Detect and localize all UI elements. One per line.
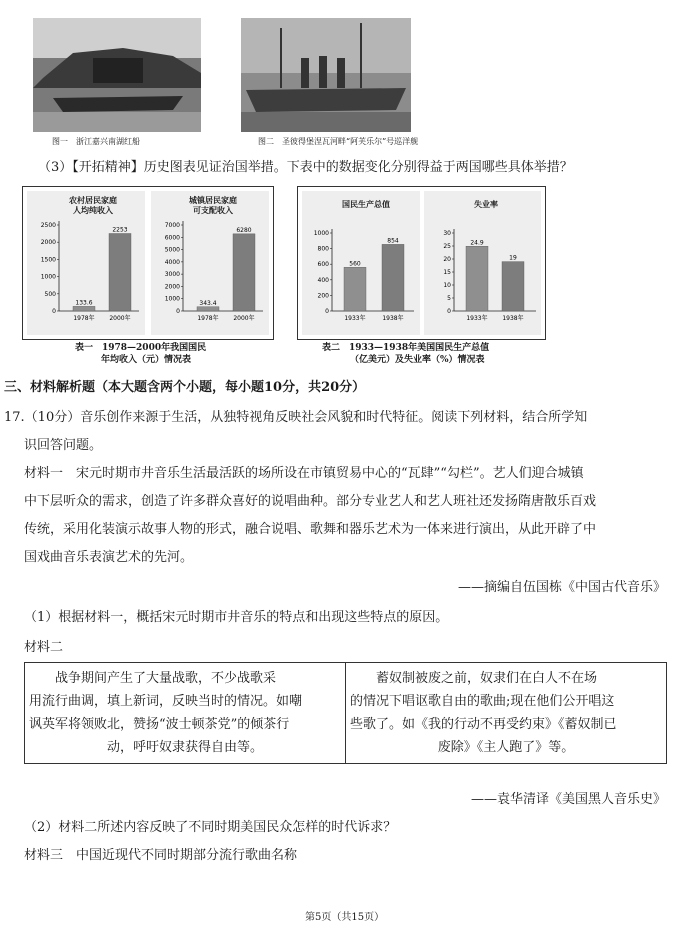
data-label: 854 <box>387 237 399 245</box>
y-tick-label: 1500 <box>40 256 56 264</box>
bar <box>344 267 366 311</box>
table2-caption-line1: 表二 1933—1938年美国国民生产总值 <box>322 343 490 353</box>
y-tick-label: 800 <box>317 245 329 253</box>
table2-box <box>297 186 546 340</box>
chart-us-unemployment <box>443 229 536 322</box>
material1-line3: 传统，采用化装演示故事人物的形式，融合说唱、歌舞和器乐艺术为一体来进行演出，从此开辟了中 <box>24 522 597 537</box>
table1-box <box>22 186 274 340</box>
table2-charts-svg <box>298 187 545 339</box>
y-tick-label: 6000 <box>164 234 180 242</box>
table2-caption-line2: （亿美元）及失业率（%）情况表 <box>350 355 485 365</box>
x-tick-label: 1978年 <box>73 315 95 322</box>
y-tick-label: 25 <box>443 243 451 250</box>
chart-rural-income <box>41 221 139 322</box>
material2-left-cell <box>25 663 346 764</box>
y-tick-label: 5 <box>447 295 451 302</box>
y-tick-label: 7000 <box>164 222 180 229</box>
y-tick-label: 1000 <box>313 230 329 237</box>
bar <box>382 244 404 311</box>
y-tick-label: 2000 <box>40 239 56 247</box>
photo-aurora-cruiser <box>241 18 411 132</box>
x-tick-label: 1978年 <box>197 315 219 322</box>
y-tick-label: 0 <box>52 308 56 315</box>
material2-label: 材料二 <box>24 640 64 655</box>
y-tick-label: 20 <box>443 256 451 263</box>
bar <box>197 307 219 311</box>
page-number: 第5页（共15页） <box>305 912 385 923</box>
y-tick-label: 600 <box>317 261 329 269</box>
data-label: 560 <box>349 260 361 268</box>
data-label: 6280 <box>236 226 252 234</box>
material1-line1: 材料一 宋元时期市井音乐生活最活跃的场所设在市镇贸易中心的“瓦肆”“勾栏”。艺人们迎合城镇 <box>24 466 584 481</box>
bar <box>233 234 255 311</box>
bar <box>466 246 488 311</box>
table1-caption-line1: 表一 1978—2000年我国国民 <box>75 343 207 353</box>
y-tick-label: 400 <box>317 276 329 284</box>
cruiser-picture <box>241 18 411 132</box>
section-3-heading: 三、材料解析题（本大题含两个小题，每小题10分，共20分） <box>4 380 366 395</box>
chart-urban-income <box>165 221 263 322</box>
data-label: 2253 <box>112 226 128 234</box>
material2-left-line3: 讽英军将领败北，赞扬“波士顿茶党”的倾茶行 <box>29 717 290 732</box>
data-label: 133.6 <box>75 299 93 307</box>
chart4-title: 失业率 <box>474 199 498 209</box>
data-label: 24.9 <box>470 239 484 247</box>
y-tick-label: 2500 <box>40 222 56 229</box>
chart1-title-line2: 人均纯收入 <box>73 205 113 215</box>
bar <box>502 262 524 311</box>
fig2-caption: 图二 圣彼得堡涅瓦河畔“阿芙乐尔”号巡洋舰 <box>258 137 419 146</box>
chart3-title: 国民生产总值 <box>342 199 390 209</box>
fig1-caption: 图一 浙江嘉兴南湖红船 <box>52 137 140 146</box>
material2-right-line3: 些歌了。如《我的行动不再受约束》《蓄奴制已 <box>350 717 617 732</box>
material1-line4: 国戏曲音乐表演艺术的先河。 <box>24 550 194 565</box>
material2-right-line1: 蓄奴制被废之前，奴隶们在白人不在场 <box>350 671 598 686</box>
table1-caption-line2: 年均收入（元）情况表 <box>101 355 192 365</box>
y-tick-label: 15 <box>443 269 451 276</box>
material2-left-line1: 战争期间产生了大量战歌，不少战歌采 <box>29 671 277 686</box>
y-tick-label: 30 <box>443 230 451 237</box>
y-tick-label: 200 <box>317 292 329 300</box>
y-tick-label: 10 <box>443 282 451 289</box>
y-tick-label: 0 <box>447 308 451 315</box>
material1-line2: 中下层听众的需求，创造了许多群众喜好的说唱曲种。部分专业艺人和艺人班社还发扬隋唐散乐百戏 <box>24 494 597 509</box>
material2-source: ——袁华清译《美国黑人音乐史》 <box>470 792 666 807</box>
y-tick-label: 4000 <box>164 258 180 266</box>
y-tick-label: 0 <box>325 308 329 315</box>
data-label: 343.4 <box>199 299 217 307</box>
y-tick-label: 2000 <box>164 283 180 291</box>
bar <box>109 233 131 311</box>
bar <box>73 306 95 311</box>
material2-right-line4: 废除》《主人跑了》等。 <box>437 740 575 755</box>
y-tick-label: 0 <box>176 308 180 315</box>
question-3: （3）【开拓精神】历史图表见证治国举措。下表中的数据变化分别得益于两国哪些具体举措？ <box>38 160 573 175</box>
y-tick-label: 1000 <box>164 295 180 303</box>
material1-source: ——摘编自伍国栋《中国古代音乐》 <box>457 580 666 595</box>
material3-label: 材料三 中国近现代不同时期部分流行歌曲名称 <box>24 848 298 863</box>
material2-left-line2: 用流行曲调，填上新词，反映当时的情况。如嘲 <box>29 694 303 709</box>
sub-question-1: （1）根据材料一，概括宋元时期市井音乐的特点和出现这些特点的原因。 <box>24 610 449 625</box>
y-tick-label: 1000 <box>40 273 56 281</box>
photo-red-boat <box>33 18 201 132</box>
material2-table <box>24 662 667 764</box>
table1-charts-svg <box>23 187 273 339</box>
material2-right-cell <box>346 663 667 764</box>
x-tick-label: 1938年 <box>502 315 524 322</box>
chart2-title-line1: 城镇居民家庭 <box>189 195 237 205</box>
q17-intro-line1: 17.（10分）音乐创作来源于生活，从独特视角反映社会风貌和时代特征。阅读下列材料，结合所学知 <box>4 410 588 425</box>
chart1-title-line1: 农村居民家庭 <box>69 195 117 205</box>
y-tick-label: 5000 <box>164 246 180 254</box>
y-tick-label: 3000 <box>164 271 180 279</box>
material2-left-line4: 动，呼吁奴隶获得自由等。 <box>106 740 263 755</box>
y-tick-label: 500 <box>44 290 56 298</box>
q17-intro-line2: 识回答问题。 <box>24 438 103 453</box>
x-tick-label: 1933年 <box>344 315 366 322</box>
chart-us-gnp <box>314 229 414 322</box>
x-tick-label: 2000年 <box>233 315 255 322</box>
x-tick-label: 1933年 <box>466 315 488 322</box>
sub-question-2: （2）材料二所述内容反映了不同时期美国民众怎样的时代诉求？ <box>24 820 397 835</box>
x-tick-label: 1938年 <box>382 315 404 322</box>
chart2-title-line2: 可支配收入 <box>193 205 233 215</box>
material2-right-line2: 的情况下唱讴歌自由的歌曲;现在他们公开唱这 <box>350 694 615 709</box>
data-label: 19 <box>509 254 517 262</box>
red-boat-picture <box>33 18 201 132</box>
x-tick-label: 2000年 <box>109 315 131 322</box>
